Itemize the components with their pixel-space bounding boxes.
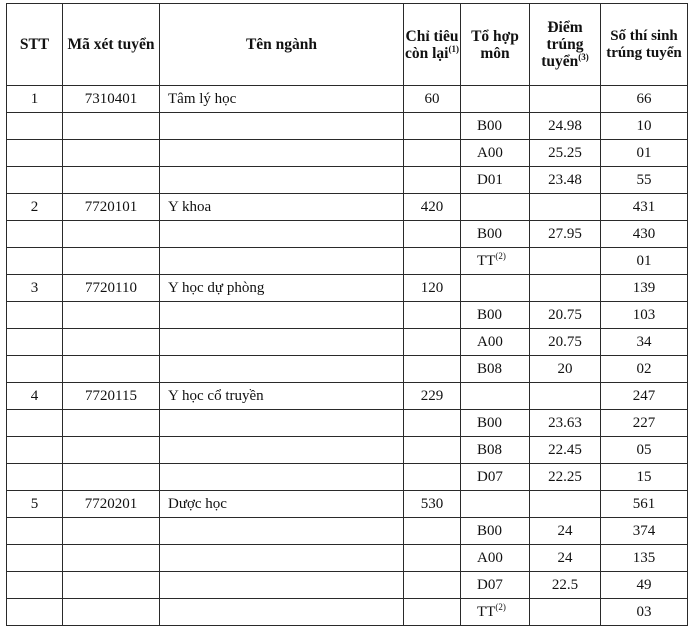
- table-row: [7, 437, 688, 464]
- cell-to-hop: [461, 410, 530, 437]
- cell-ten-nganh-value: Dược học: [168, 495, 227, 512]
- table-row: [7, 167, 688, 194]
- cell-so-thi-sinh: [601, 545, 688, 572]
- cell-so-thi-sinh-value: 103: [632, 306, 656, 323]
- cell-diem-value: 27.95: [548, 225, 582, 242]
- cell-chi-tieu: [404, 464, 461, 491]
- cell-diem-value: 23.63: [548, 414, 582, 431]
- cell-so-thi-sinh-value: 05: [636, 441, 652, 458]
- cell-to-hop-value: D07: [477, 576, 503, 593]
- cell-diem: [530, 329, 601, 356]
- cell-chi-tieu-value: 530: [420, 495, 444, 512]
- cell-to-hop: [461, 599, 530, 626]
- cell-ten-nganh-value: Y học dự phòng: [168, 279, 265, 296]
- cell-diem-value: 22.25: [548, 468, 582, 485]
- cell-chi-tieu: [404, 275, 461, 302]
- cell-chi-tieu-value: 420: [420, 198, 444, 215]
- cell-chi-tieu: [404, 86, 461, 113]
- cell-ten-nganh: [160, 194, 404, 221]
- cell-ten-nganh: [160, 248, 404, 275]
- cell-diem-value: 25.25: [548, 144, 582, 161]
- cell-to-hop: [461, 518, 530, 545]
- table-row: [7, 545, 688, 572]
- cell-stt-value: 1: [30, 90, 39, 107]
- cell-so-thi-sinh: [601, 167, 688, 194]
- table-row: [7, 275, 688, 302]
- cell-to-hop-value: B00: [477, 522, 503, 539]
- cell-so-thi-sinh-value: 247: [632, 387, 656, 404]
- cell-ten-nganh: [160, 599, 404, 626]
- table-row: [7, 248, 688, 275]
- table-row: [7, 221, 688, 248]
- header-ma-xet-tuyen-label: Mã xét tuyển: [67, 36, 155, 53]
- table-row: [7, 599, 688, 626]
- cell-diem: [530, 302, 601, 329]
- cell-ten-nganh: [160, 302, 404, 329]
- cell-chi-tieu: [404, 302, 461, 329]
- cell-so-thi-sinh-value: 227: [632, 414, 656, 431]
- cell-chi-tieu: [404, 599, 461, 626]
- header-ma-xet-tuyen: [63, 4, 160, 86]
- cell-to-hop: [461, 356, 530, 383]
- cell-so-thi-sinh-value: 139: [632, 279, 656, 296]
- cell-ma-xet-tuyen: [63, 194, 160, 221]
- cell-to-hop-value: B00: [477, 225, 503, 242]
- cell-to-hop: [461, 86, 530, 113]
- table-row: [7, 572, 688, 599]
- cell-diem-value: 22.45: [548, 441, 582, 458]
- cell-so-thi-sinh-value: 374: [632, 522, 656, 539]
- cell-to-hop-value: D01: [477, 171, 503, 188]
- cell-ma-xet-tuyen: [63, 383, 160, 410]
- cell-stt: [7, 194, 63, 221]
- cell-ma-xet-tuyen-value: 7720110: [85, 279, 137, 296]
- header-row: [7, 4, 688, 86]
- cell-ten-nganh-value: Y học cổ truyền: [168, 387, 264, 404]
- cell-to-hop: [461, 464, 530, 491]
- cell-chi-tieu: [404, 140, 461, 167]
- table-row: [7, 410, 688, 437]
- cell-stt: [7, 329, 63, 356]
- cell-diem-value: 23.48: [548, 171, 582, 188]
- cell-chi-tieu: [404, 356, 461, 383]
- cell-to-hop: [461, 140, 530, 167]
- cell-so-thi-sinh-value: 135: [632, 549, 656, 566]
- cell-ten-nganh: [160, 437, 404, 464]
- cell-to-hop-value: A00: [477, 333, 503, 350]
- cell-ten-nganh: [160, 275, 404, 302]
- cell-diem: [530, 113, 601, 140]
- cell-ma-xet-tuyen: [63, 491, 160, 518]
- cell-to-hop: [461, 302, 530, 329]
- header-diem-footnote: (3): [578, 51, 589, 62]
- cell-ten-nganh: [160, 491, 404, 518]
- cell-ma-xet-tuyen: [63, 599, 160, 626]
- cell-chi-tieu: [404, 221, 461, 248]
- header-chi-tieu-footnote: (1): [448, 43, 459, 54]
- cell-so-thi-sinh: [601, 140, 688, 167]
- cell-to-hop: [461, 221, 530, 248]
- cell-chi-tieu: [404, 329, 461, 356]
- table-row: [7, 302, 688, 329]
- cell-to-hop: [461, 167, 530, 194]
- cell-diem: [530, 356, 601, 383]
- cell-so-thi-sinh: [601, 518, 688, 545]
- cell-diem-value: 24.98: [548, 117, 582, 134]
- cell-ten-nganh: [160, 167, 404, 194]
- cell-to-hop: [461, 113, 530, 140]
- cell-so-thi-sinh-value: 02: [636, 360, 652, 377]
- cell-ma-xet-tuyen: [63, 86, 160, 113]
- header-stt: [7, 4, 63, 86]
- cell-stt: [7, 599, 63, 626]
- cell-ma-xet-tuyen: [63, 248, 160, 275]
- cell-stt: [7, 302, 63, 329]
- cell-ma-xet-tuyen: [63, 518, 160, 545]
- cell-so-thi-sinh: [601, 275, 688, 302]
- table-body: [7, 86, 688, 626]
- cell-diem-value: 20.75: [548, 333, 582, 350]
- cell-so-thi-sinh: [601, 599, 688, 626]
- cell-to-hop: [461, 383, 530, 410]
- header-chi-tieu: [404, 4, 461, 86]
- cell-so-thi-sinh-value: 561: [632, 495, 656, 512]
- cell-stt: [7, 221, 63, 248]
- cell-diem: [530, 248, 601, 275]
- admission-results-table: [6, 3, 688, 626]
- cell-stt: [7, 248, 63, 275]
- cell-so-thi-sinh: [601, 572, 688, 599]
- cell-chi-tieu: [404, 437, 461, 464]
- cell-stt-value: 2: [30, 198, 39, 215]
- cell-ma-xet-tuyen: [63, 572, 160, 599]
- cell-diem: [530, 140, 601, 167]
- cell-to-hop-value: A00: [477, 144, 503, 161]
- cell-stt: [7, 437, 63, 464]
- cell-so-thi-sinh-value: 10: [636, 117, 652, 134]
- cell-to-hop-value: B00: [477, 117, 503, 134]
- cell-ma-xet-tuyen: [63, 113, 160, 140]
- cell-chi-tieu: [404, 491, 461, 518]
- cell-chi-tieu-value: 229: [420, 387, 444, 404]
- cell-ma-xet-tuyen: [63, 140, 160, 167]
- cell-diem: [530, 599, 601, 626]
- header-to-hop-label: Tổ hợp môn: [471, 27, 519, 62]
- cell-to-hop: [461, 437, 530, 464]
- cell-so-thi-sinh: [601, 221, 688, 248]
- cell-to-hop: [461, 329, 530, 356]
- cell-chi-tieu: [404, 572, 461, 599]
- cell-ma-xet-tuyen: [63, 410, 160, 437]
- cell-ten-nganh: [160, 329, 404, 356]
- cell-ten-nganh: [160, 464, 404, 491]
- cell-chi-tieu: [404, 518, 461, 545]
- cell-so-thi-sinh: [601, 437, 688, 464]
- cell-stt: [7, 383, 63, 410]
- cell-to-hop-value: B00: [477, 414, 503, 431]
- cell-ten-nganh: [160, 410, 404, 437]
- cell-to-hop-value: D07: [477, 468, 503, 485]
- cell-ma-xet-tuyen: [63, 437, 160, 464]
- cell-stt-value: 3: [30, 279, 39, 296]
- cell-so-thi-sinh: [601, 383, 688, 410]
- cell-stt: [7, 491, 63, 518]
- cell-ma-xet-tuyen: [63, 302, 160, 329]
- cell-diem: [530, 410, 601, 437]
- cell-ten-nganh: [160, 221, 404, 248]
- cell-so-thi-sinh-value: 03: [636, 603, 652, 620]
- cell-ten-nganh: [160, 572, 404, 599]
- cell-chi-tieu: [404, 167, 461, 194]
- cell-ten-nganh: [160, 545, 404, 572]
- cell-ten-nganh: [160, 518, 404, 545]
- cell-chi-tieu: [404, 248, 461, 275]
- cell-so-thi-sinh-value: 66: [636, 90, 652, 107]
- cell-so-thi-sinh: [601, 329, 688, 356]
- cell-ma-xet-tuyen: [63, 356, 160, 383]
- cell-to-hop-value: B08: [477, 360, 503, 377]
- cell-to-hop: [461, 275, 530, 302]
- cell-stt: [7, 464, 63, 491]
- cell-ma-xet-tuyen: [63, 221, 160, 248]
- table-row: [7, 329, 688, 356]
- header-to-hop: [461, 4, 530, 86]
- header-so-thi-sinh-label: Số thí sinh trúng tuyển: [606, 27, 682, 61]
- cell-so-thi-sinh-value: 01: [636, 252, 652, 269]
- cell-diem: [530, 194, 601, 221]
- cell-to-hop-value: TT: [477, 603, 496, 620]
- cell-to-hop-value: B08: [477, 441, 503, 458]
- cell-so-thi-sinh: [601, 491, 688, 518]
- cell-stt: [7, 275, 63, 302]
- table-row: [7, 383, 688, 410]
- cell-stt: [7, 86, 63, 113]
- cell-diem: [530, 572, 601, 599]
- cell-ten-nganh: [160, 86, 404, 113]
- cell-ma-xet-tuyen: [63, 167, 160, 194]
- cell-so-thi-sinh: [601, 194, 688, 221]
- table-row: [7, 356, 688, 383]
- cell-to-hop: [461, 248, 530, 275]
- table-row: [7, 140, 688, 167]
- cell-ma-xet-tuyen: [63, 275, 160, 302]
- cell-to-hop-value: TT: [477, 252, 496, 269]
- cell-to-hop: [461, 491, 530, 518]
- cell-so-thi-sinh: [601, 302, 688, 329]
- cell-stt: [7, 167, 63, 194]
- cell-diem-value: 24: [557, 522, 573, 539]
- cell-diem-value: 20.75: [548, 306, 582, 323]
- cell-chi-tieu: [404, 410, 461, 437]
- cell-to-hop: [461, 572, 530, 599]
- cell-chi-tieu: [404, 545, 461, 572]
- cell-so-thi-sinh-value: 15: [636, 468, 652, 485]
- cell-chi-tieu: [404, 113, 461, 140]
- cell-ma-xet-tuyen: [63, 329, 160, 356]
- cell-stt-value: 4: [30, 387, 39, 404]
- cell-stt: [7, 356, 63, 383]
- cell-to-hop-value: B00: [477, 306, 503, 323]
- cell-diem-value: 24: [557, 549, 573, 566]
- cell-chi-tieu-value: 60: [424, 90, 440, 107]
- cell-ma-xet-tuyen: [63, 545, 160, 572]
- combo-footnote: (2): [495, 250, 506, 261]
- table-row: [7, 86, 688, 113]
- table-row: [7, 491, 688, 518]
- cell-diem: [530, 275, 601, 302]
- cell-ten-nganh-value: Y khoa: [168, 198, 212, 215]
- cell-diem: [530, 491, 601, 518]
- cell-diem-value: 20: [557, 360, 573, 377]
- cell-stt: [7, 572, 63, 599]
- cell-so-thi-sinh: [601, 356, 688, 383]
- header-ten-nganh-label: Tên ngành: [245, 36, 318, 53]
- cell-chi-tieu-value: 120: [420, 279, 444, 296]
- cell-ma-xet-tuyen-value: 7310401: [84, 90, 138, 107]
- cell-diem: [530, 86, 601, 113]
- cell-ma-xet-tuyen-value: 7720101: [84, 198, 138, 215]
- cell-so-thi-sinh-value: 01: [636, 144, 652, 161]
- cell-diem-value: 22.5: [551, 576, 579, 593]
- table-row: [7, 464, 688, 491]
- cell-so-thi-sinh-value: 49: [636, 576, 652, 593]
- header-diem-label: Điểm trúng tuyển: [541, 19, 584, 70]
- cell-diem: [530, 383, 601, 410]
- cell-so-thi-sinh-value: 34: [636, 333, 652, 350]
- cell-ma-xet-tuyen-value: 7720201: [84, 495, 138, 512]
- cell-so-thi-sinh: [601, 113, 688, 140]
- cell-ma-xet-tuyen: [63, 464, 160, 491]
- cell-ten-nganh-value: Tâm lý học: [168, 90, 237, 107]
- cell-so-thi-sinh: [601, 464, 688, 491]
- header-chi-tieu-label: Chỉ tiêu còn lại: [405, 27, 459, 62]
- table-header: [7, 4, 688, 86]
- table-row: [7, 518, 688, 545]
- header-diem: [530, 4, 601, 86]
- admission-results-sheet: [6, 3, 688, 626]
- cell-so-thi-sinh: [601, 410, 688, 437]
- cell-diem: [530, 437, 601, 464]
- cell-chi-tieu: [404, 383, 461, 410]
- cell-ma-xet-tuyen-value: 7720115: [85, 387, 137, 404]
- cell-stt: [7, 518, 63, 545]
- cell-stt-value: 5: [30, 495, 39, 512]
- cell-ten-nganh: [160, 383, 404, 410]
- header-ten-nganh: [160, 4, 404, 86]
- combo-footnote: (2): [495, 601, 506, 612]
- header-stt-label: STT: [19, 36, 50, 53]
- cell-diem: [530, 221, 601, 248]
- cell-chi-tieu: [404, 194, 461, 221]
- cell-so-thi-sinh: [601, 86, 688, 113]
- table-row: [7, 113, 688, 140]
- cell-diem: [530, 167, 601, 194]
- cell-diem: [530, 464, 601, 491]
- cell-so-thi-sinh-value: 430: [632, 225, 656, 242]
- header-so-thi-sinh: [601, 4, 688, 86]
- cell-ten-nganh: [160, 113, 404, 140]
- cell-to-hop: [461, 545, 530, 572]
- cell-to-hop: [461, 194, 530, 221]
- cell-diem: [530, 545, 601, 572]
- cell-stt: [7, 410, 63, 437]
- table-row: [7, 194, 688, 221]
- cell-stt: [7, 545, 63, 572]
- cell-diem: [530, 518, 601, 545]
- cell-so-thi-sinh-value: 55: [636, 171, 652, 188]
- cell-stt: [7, 113, 63, 140]
- cell-so-thi-sinh: [601, 248, 688, 275]
- cell-ten-nganh: [160, 356, 404, 383]
- cell-so-thi-sinh-value: 431: [632, 198, 656, 215]
- cell-ten-nganh: [160, 140, 404, 167]
- cell-to-hop-value: A00: [477, 549, 503, 566]
- cell-stt: [7, 140, 63, 167]
